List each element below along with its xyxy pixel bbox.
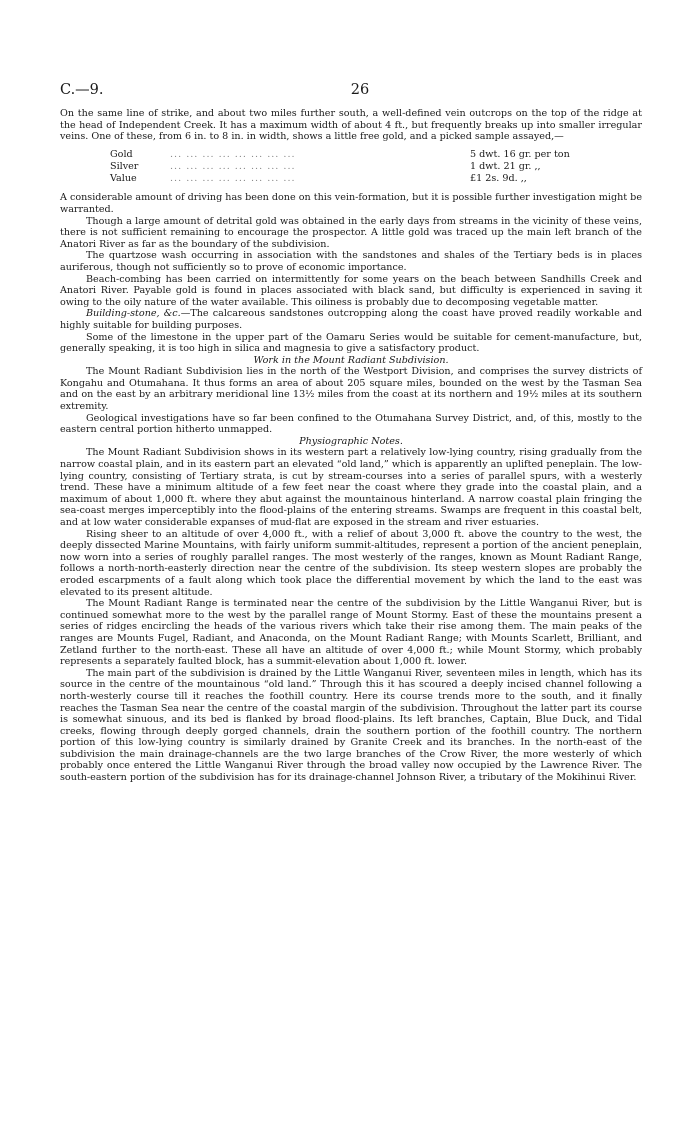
assay-row-gold (110, 149, 642, 161)
section-heading: Work in the Mount Radiant Subdivision. (253, 354, 449, 366)
paragraph (60, 308, 642, 331)
assay-label: Value (110, 173, 137, 185)
document-body (60, 108, 642, 784)
leader-dots: ... ... ... ... ... ... ... ... (170, 148, 296, 160)
paragraph-text: —The calcareous sandstones outcropping along the coast have proved readily workable and highly suitable for building purposes. (60, 308, 643, 331)
paragraph: The Mount Radiant Subdivision lies in the north of the Westport Division, and comprises the survey districts of Kongahu and Otumahana. It thus forms an area of about 205 square miles, bounded on the west by the Tasman Sea and on the east by an arbitrary meridional line 13½ miles from the coast at its northern and 19½ miles at its southern extremity. (60, 366, 642, 413)
page-header (60, 82, 660, 102)
paragraph: Beach-combing has been carried on intermittently for some years on the beach between Sandhills Creek and Anatori River. Payable gold is found in places associated with black sand, but difficulty is experienced in saving it owing to the oily nature of the water available. This oiliness is probably due to decomposing vegetable matter. (60, 273, 642, 308)
assay-value: £1 2s. 9d. ,, (470, 173, 527, 185)
paragraph: Some of the limestone in the upper part of the Oamaru Series would be suitable for cement-manufacture, but, generally speaking, it is too high in silica and magnesia to give a satisfactory product. (60, 331, 642, 355)
leader-dots: ... ... ... ... ... ... ... ... (170, 173, 296, 185)
report-code: C.—9. (60, 82, 104, 98)
assay-value: 1 dwt. 21 gr. ,, (470, 160, 541, 172)
assay-value: 5 dwt. 16 gr. per ton (470, 148, 570, 160)
assay-row-silver (110, 161, 642, 173)
paragraph: On the same line of strike, and about two miles further south, a well-defined vein outcrops on the top of the ridge at the head of Independent Creek. It has a maximum width of about 4 ft., but frequently breaks up into smaller irregular veins. One of these, from 6 in. to 8 in. in width, shows a little free gold, and a picked sample assayed,— (60, 108, 642, 143)
paragraph: Rising sheer to an altitude of over 4,000 ft., with a relief of about 3,000 ft. above the country to the west, the deeply dissected Marine Mountains, with fairly uniform summit-altitudes, represent a portion of the ancient peneplain, now worn into a series of roughly parallel ranges. The most westerly of the ranges, known as Mount Radiant Range, follows a north-north-easterly direction near the centre of the subdivision. Its steep western slopes are probably the eroded escarpments of a fault along which took place the differential movement by which the land to the east was elevated to its present altitude. (60, 528, 642, 598)
assay-label: Silver (110, 160, 139, 172)
leader-dots: ... ... ... ... ... ... ... ... (170, 160, 296, 172)
paragraph: A considerable amount of driving has been done on this vein-formation, but it is possible further investigation might be warranted. (60, 192, 642, 215)
paragraph: The main part of the subdivision is drained by the Little Wanganui River, seventeen miles in length, which has its source in the centre of the mountainous “old land.” Through this it has scoured a deeply incised channel following a north-westerly course till it reaches the foothill country. Here its course trends more to the south, and it finally reaches the Tasman Sea near the centre of the coastal margin of the subdivision. Throughout the latter part its course is somewhat sinuous, and its bed is flanked by broad flood-plains. Its left branches, Captain, Blue Duck, and Tidal creeks, flowing through deeply gorged channels, drain the southern portion of the foothill country. The northern portion of this low-lying country is similarly drained by Granite Creek and its branches. In the north-east of the subdivision the main drainage-channels are the two large branches of the Crow River, the more westerly of which probably once entered the Little Wanganui River through the broad valley now occupied by the Lawrence River. The south-eastern portion of the subdivision has for its drainage-channel Johnson River, a tributary of the Mokihinui River. (60, 667, 642, 784)
paragraph: The quartzose wash occurring in association with the sandstones and shales of the Tertiary beds is in places auriferous, though not sufficiently so to prove of economic importance. (60, 250, 642, 273)
paragraph: Though a large amount of detrital gold was obtained in the early days from streams in the vicinity of these veins, there is not sufficient remaining to encourage the prospector. A little gold was traced up the main left branch of the Anatori River as far as the boundary of the subdivision. (60, 215, 642, 250)
assay-table (110, 149, 642, 186)
paragraph: The Mount Radiant Subdivision shows in its western part a relatively low-lying country, rising gradually from the narrow coastal plain, and in its eastern part an elevated “old land,” which is apparently an uplifted peneplain. The low-lying country, consisting of Tertiary strata, is cut by stream-courses into a series of parallel spurs, with a westerly trend. These have a minimum altitude of a few feet near the coast where they grade into the coastal plain, and a maximum of about 1,000 ft. where they abut against the mountainous hinterland. A narrow coastal plain fringing the sea-coast merges imperceptibly into the flood-plains of the entering streams. Swamps are frequent in this coastal belt, and at low water considerable expanses of mud-flat are exposed in the stream and river estuaries. (60, 447, 642, 529)
page-number: 26 (350, 82, 370, 98)
paragraph: The Mount Radiant Range is terminated near the centre of the subdivision by the Little Wanganui River, but is continued somewhat more to the west by the parallel range of Mount Stormy. East of these the mountains present a series of ridges encircling the heads of the various rivers which take their rise among them. The main peaks of the ranges are Mounts Fugel, Radiant, and Anaconda, on the Mount Radiant Range; with Mounts Scarlett, Brilliant, and Zetland further to the north-east. These all have an altitude of over 4,000 ft.; while Mount Stormy, which probably represents a separately faulted block, has a summit-elevation about 1,000 ft. lower. (60, 598, 642, 668)
paragraph: Geological investigations have so far been confined to the Otumahana Survey District, and, of this, mostly to the eastern central portion hitherto unmapped. (60, 412, 642, 436)
assay-row-value (110, 173, 642, 185)
assay-label: Gold (110, 148, 133, 160)
section-heading: Physiographic Notes. (299, 435, 403, 447)
run-in-heading: Building-stone, &c. (86, 308, 181, 320)
